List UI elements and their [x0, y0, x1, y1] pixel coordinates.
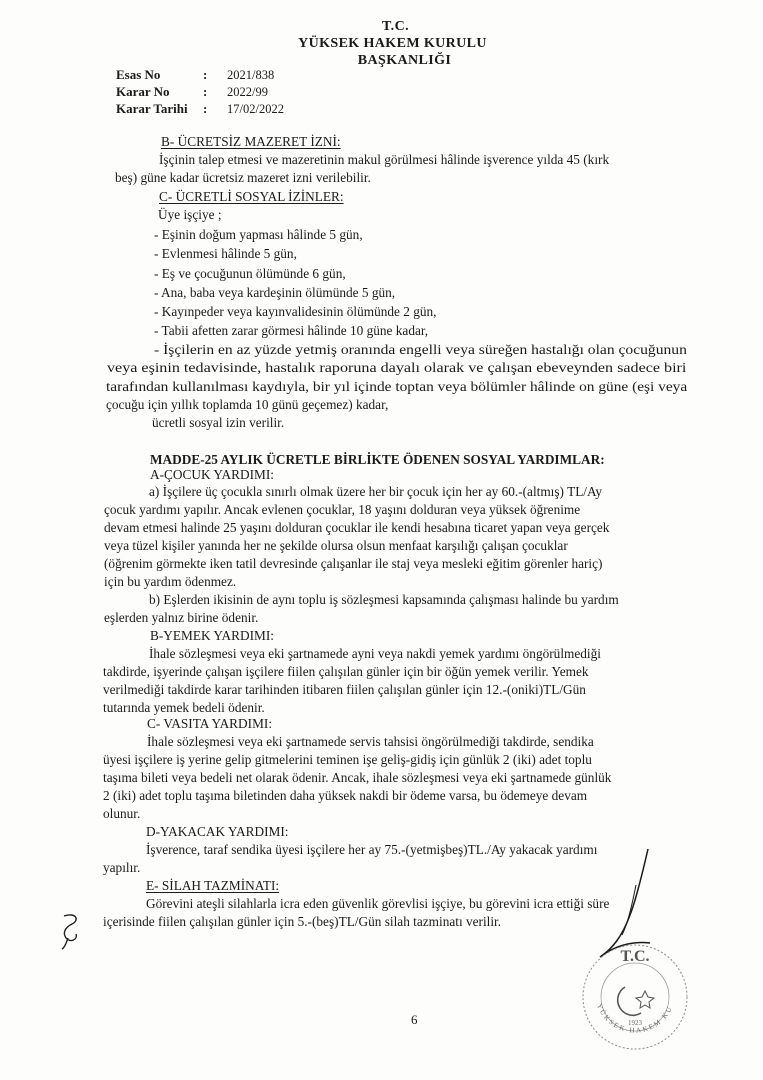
meta-value: 2021/838 — [227, 68, 275, 82]
meta-colon: : — [203, 101, 208, 116]
article-heading: MADDE-25 AYLIK ÜCRETLE BİRLİKTE ÖDENEN SOSYAL YARDIMLAR: — [150, 452, 605, 467]
paragraph-line: üyesi işçilere iş yerine gelip gitmelerini teminen işe geliş-gidiş için günlük 2 (iki) adet toplu — [103, 752, 592, 767]
seal-ring-text: YÜKSEK HAKEM KU — [594, 1002, 675, 1035]
paragraph-line: İşçinin talep etmesi ve mazeretinin makul görülmesi hâlinde işverence yılda 45 (kırk — [159, 152, 610, 167]
meta-karar-tarihi — [116, 101, 284, 118]
case-meta — [116, 67, 284, 118]
list-item: - Eş ve çocuğunun ölümünde 6 gün, — [154, 266, 346, 281]
seal-year: 1923 — [628, 1019, 642, 1027]
paragraph-line: b) Eşlerden ikisinin de aynı toplu iş sözleşmesi kapsamında çalışması halinde bu yardım — [149, 592, 619, 607]
section-heading-unpaid-leave: B- ÜCRETSİZ MAZERET İZNİ: — [161, 134, 341, 149]
paragraph-line: İhale sözleşmesi veya eki şartnamede ayni veya nakdi yemek yardımı öngörülmediği — [149, 646, 601, 661]
header-institution: YÜKSEK HAKEM KURULU — [298, 36, 487, 51]
handwritten-initial — [58, 910, 84, 950]
seal-top-text: T.C. — [620, 948, 650, 965]
paragraph-line: veya eşinin tedavisinde, hastalık raporuna dayalı olarak ve çalışan ebeveynden sadece biri — [107, 360, 687, 375]
paragraph-line: veya tüzel kişiler yanında her ne şekilde olursa olsun menfaat karşılığı çalışan çocuklar — [104, 538, 568, 553]
meta-colon: : — [203, 84, 208, 99]
paragraph-line: takdirde, işyerinde çalışan işçilere fiilen çalışılan günler için bir öğün yemek verilir. Yemek — [103, 664, 589, 679]
paragraph-line: Üye işçiye ; — [158, 207, 222, 222]
meta-value: 2022/99 — [227, 85, 268, 99]
paragraph-line: içerisinde fiilen çalışılan günler için 5.-(beş)TL/Gün silah tazminatı verilir. — [103, 914, 502, 929]
paragraph-line: taşıma bileti veya bedeli net olarak ödenir. Ancak, ihale sözleşmesi veya eki şartnamede günlük — [103, 770, 612, 785]
meta-esas-no — [116, 67, 284, 84]
meta-key: Karar No — [116, 84, 170, 99]
list-item: - Kayınpeder veya kayınvalidesinin ölümünde 2 gün, — [154, 304, 437, 319]
paragraph-line: (öğrenim görmekte iken tatil devresinde çalışanlar ile staj veya mesleki eğitim görenler hariç) — [104, 556, 603, 571]
header-tc: T.C. — [381, 19, 409, 34]
header-presidency: BAŞKANLIĞI — [357, 53, 452, 68]
section-heading-fuel-aid: D-YAKACAK YARDIMI: — [146, 824, 289, 839]
list-item: - Ana, baba veya kardeşinin ölümünde 5 gün, — [154, 285, 396, 300]
paragraph-line: devam etmesi halinde 25 yaşını dolduran çocuklar ile kendi hesabına ticaret yapan veya gerçek — [104, 520, 610, 535]
list-item: - Evlenmesi hâlinde 5 gün, — [154, 246, 297, 261]
paragraph-line: İhale sözleşmesi veya eki şartnamede servis tahsisi öngörülmediği takdirde, sendika — [147, 734, 594, 749]
paragraph-line: 2 (iki) adet toplu taşıma biletinden daha yüksek nakdi bir ödeme varsa, bu ödemeye devam — [103, 788, 588, 803]
page-number: 6 — [411, 1012, 418, 1027]
paragraph-line: çocuğu için yıllık toplamda 10 günü geçemez) kadar, — [106, 397, 389, 412]
meta-key: Karar Tarihi — [116, 101, 188, 116]
paragraph-line: İşverence, taraf sendika üyesi işçilere her ay 75.-(yetmişbeş)TL./Ay yakacak yardımı — [146, 842, 598, 857]
section-heading-meal-aid: B-YEMEK YARDIMI: — [150, 628, 274, 643]
paragraph-line: a) İşçilere üç çocukla sınırlı olmak üzere her bir çocuk için her ay 60.-(altmış) TL/Ay — [149, 484, 603, 499]
paragraph-line: yapılır. — [103, 860, 141, 875]
paragraph-line: olunur. — [103, 806, 141, 821]
paragraph-line: tutarında yemek bedeli ödenir. — [103, 700, 265, 715]
section-heading-paid-leave: C- ÜCRETLİ SOSYAL İZİNLER: — [159, 189, 344, 204]
paragraph-line: Görevini ateşli silahlarla icra eden güvenlik görevlisi işçiye, bu görevini icra ettiği süre — [146, 896, 610, 911]
paragraph-line: ücretli sosyal izin verilir. — [152, 415, 285, 430]
paragraph-line: tarafından kullanılması kaydıyla, bir yıl içinde toptan veya bölümler hâlinde on güne (eşi veya — [106, 379, 688, 394]
list-item: - Eşinin doğum yapması hâlinde 5 gün, — [154, 227, 363, 242]
section-heading-weapon-allowance: E- SİLAH TAZMİNATI: — [146, 878, 280, 893]
section-heading-child-aid: A-ÇOCUK YARDIMI: — [150, 467, 274, 482]
section-heading-transport-aid: C- VASITA YARDIMI: — [147, 716, 273, 731]
meta-karar-no — [116, 84, 284, 101]
paragraph-line: için bu yardım ödenmez. — [104, 574, 237, 589]
meta-colon: : — [203, 67, 208, 82]
list-item: - İşçilerin en az yüzde yetmiş oranında engelli veya süreğen hastalığı olan çocuğunun — [154, 342, 687, 357]
meta-key: Esas No — [116, 67, 161, 82]
seal-icon — [575, 935, 695, 1055]
meta-value: 17/02/2022 — [227, 102, 284, 116]
paragraph-line: beş) güne kadar ücretsiz mazeret izni verilebilir. — [115, 170, 371, 185]
paragraph-line: verilmediği takdirde karar tarihinden itibaren fiilen çalışılan günler için 12.-(oniki)TL/Gün — [103, 682, 586, 697]
official-seal — [575, 935, 695, 1055]
list-item: - Tabii afetten zarar görmesi hâlinde 10 güne kadar, — [154, 323, 429, 338]
paragraph-line: eşlerden yalnız birine ödenir. — [104, 610, 259, 625]
paragraph-line: çocuk yardımı yapılır. Ancak evlenen çocuklar, 18 yaşını dolduran veya yüksek öğrenime — [104, 502, 581, 517]
